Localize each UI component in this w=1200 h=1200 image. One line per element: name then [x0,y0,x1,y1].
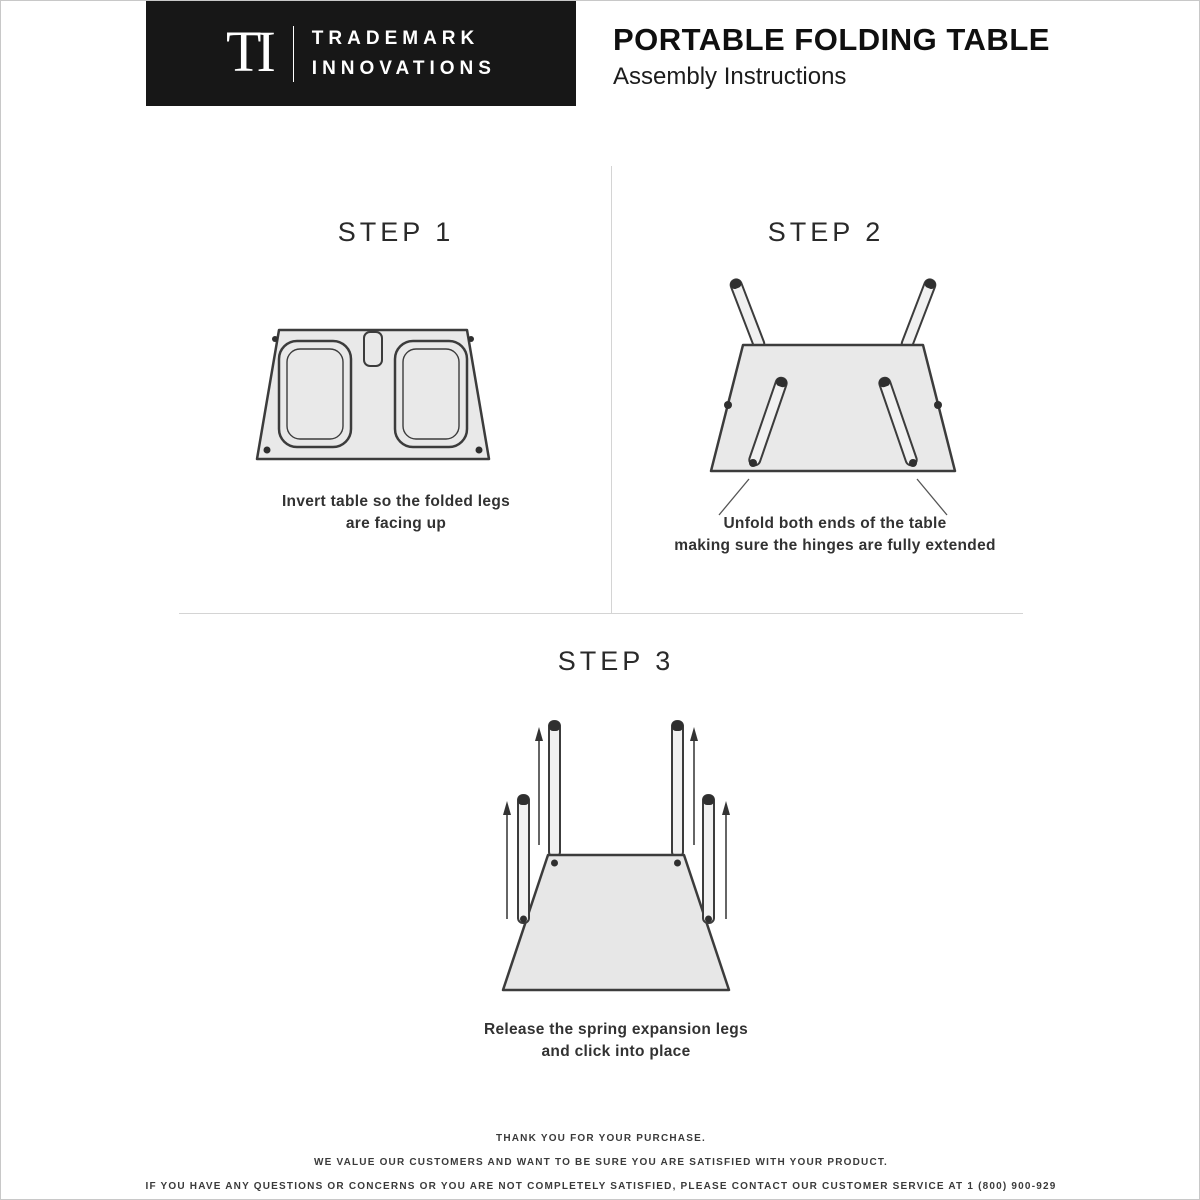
footer-line2: WE VALUE OUR CUSTOMERS AND WANT TO BE SURE YOU ARE SATISFIED WITH YOUR PRODUCT. [313,1157,889,1168]
footer [1,1133,1200,1200]
brand-wordmark [312,24,496,83]
step3-label: STEP 3 [557,646,675,676]
page-subtitle: Assembly Instructions [613,63,847,91]
step3-caption-line2: and click into place [541,1043,691,1061]
footer-line3: IF YOU HAVE ANY QUESTIONS OR CONCERNS OR YOU ARE NOT COMPLETELY SATISFIED, PLEASE CONTACT OUR CUSTOMER SERVICE AT 1 (800) 900-929 [145,1181,1057,1192]
page-title: PORTABLE FOLDING TABLE [613,22,1050,57]
step1-label: STEP 1 [337,217,455,247]
step2-caption-line1: Unfold both ends of the table [723,515,947,532]
brand-line1: TRADEMARK [311,28,480,50]
horizontal-divider [179,613,1023,614]
step2-figure [703,273,963,523]
step1-caption [206,491,586,536]
top-right-leg [900,278,937,351]
brand-monogram: TI [226,18,271,84]
top-left-leg [729,278,766,351]
step1-caption-line1: Invert table so the folded legs [281,493,511,510]
extending-legs-illustration [491,713,741,1003]
folded-table-illustration [253,326,493,466]
arrow-heads [503,727,730,815]
step2-label: STEP 2 [767,217,885,247]
step3-figure [491,713,741,1008]
footer-line1: THANK YOU FOR YOUR PURCHASE. [496,1133,706,1144]
step2-caption-line2: making sure the hinges are fully extended [674,537,996,555]
brand-line2: INNOVATIONS [311,57,496,79]
step3-caption-line1: Release the spring expansion legs [483,1021,748,1038]
step1-figure [253,326,493,471]
unfolding-table-illustration [703,273,963,518]
brand-separator [293,26,294,82]
title-block [613,23,1050,91]
step1-caption-line2: are facing up [345,515,447,533]
step2-caption [639,513,1031,558]
step3-caption [416,1019,816,1064]
brand-logo-box [146,1,576,106]
